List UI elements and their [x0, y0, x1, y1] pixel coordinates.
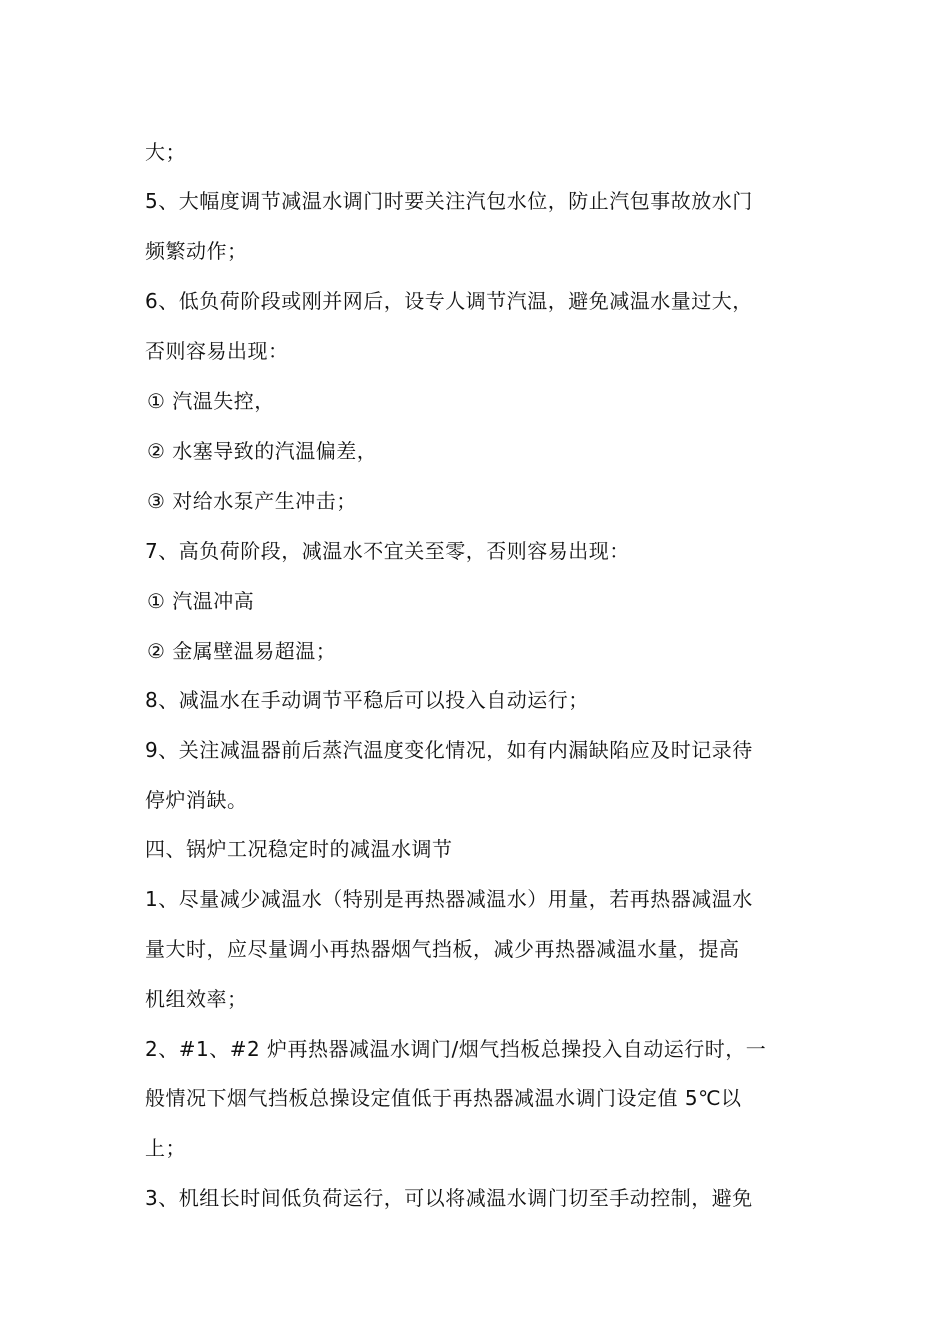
text-line: 1、尽量减少减温水（特别是再热器减温水）用量，若再热器减温水: [145, 887, 753, 911]
text-line: 频繁动作；: [145, 239, 248, 263]
list-item: ② 金属壁温易超温；: [147, 639, 337, 663]
text-line: 上；: [145, 1136, 186, 1160]
list-item: ③ 对给水泵产生冲击；: [147, 489, 357, 513]
text-line: 3、机组长时间低负荷运行，可以将减温水调门切至手动控制，避免: [145, 1186, 753, 1210]
text-line: 大；: [145, 140, 186, 164]
text-line: 停炉消缺。: [145, 788, 248, 812]
section-heading: 四、锅炉工况稳定时的减温水调节: [145, 837, 453, 861]
text-line: 6、低负荷阶段或刚并网后，设专人调节汽温，避免减温水量过大，: [145, 289, 753, 313]
text-line: 5、大幅度调节减温水调门时要关注汽包水位，防止汽包事故放水门: [145, 189, 753, 213]
list-item: ① 汽温失控，: [147, 389, 275, 413]
text-line: 否则容易出现：: [145, 339, 289, 363]
text-line: 7、高负荷阶段，减温水不宜关至零，否则容易出现：: [145, 539, 630, 563]
list-item: ① 汽温冲高: [147, 589, 255, 613]
text-line: 般情况下烟气挡板总操设定值低于再热器减温水调门设定值 5℃以: [145, 1086, 742, 1110]
text-line: 9、关注减温器前后蒸汽温度变化情况，如有内漏缺陷应及时记录待: [145, 738, 753, 762]
text-line: 8、减温水在手动调节平稳后可以投入自动运行；: [145, 688, 589, 712]
text-line: 机组效率；: [145, 987, 248, 1011]
text-line: 量大时，应尽量调小再热器烟气挡板，减少再热器减温水量，提高: [145, 937, 740, 961]
text-line: 2、#1、#2 炉再热器减温水调门/烟气挡板总操投入自动运行时，一: [145, 1037, 767, 1061]
list-item: ② 水塞导致的汽温偏差，: [147, 439, 378, 463]
